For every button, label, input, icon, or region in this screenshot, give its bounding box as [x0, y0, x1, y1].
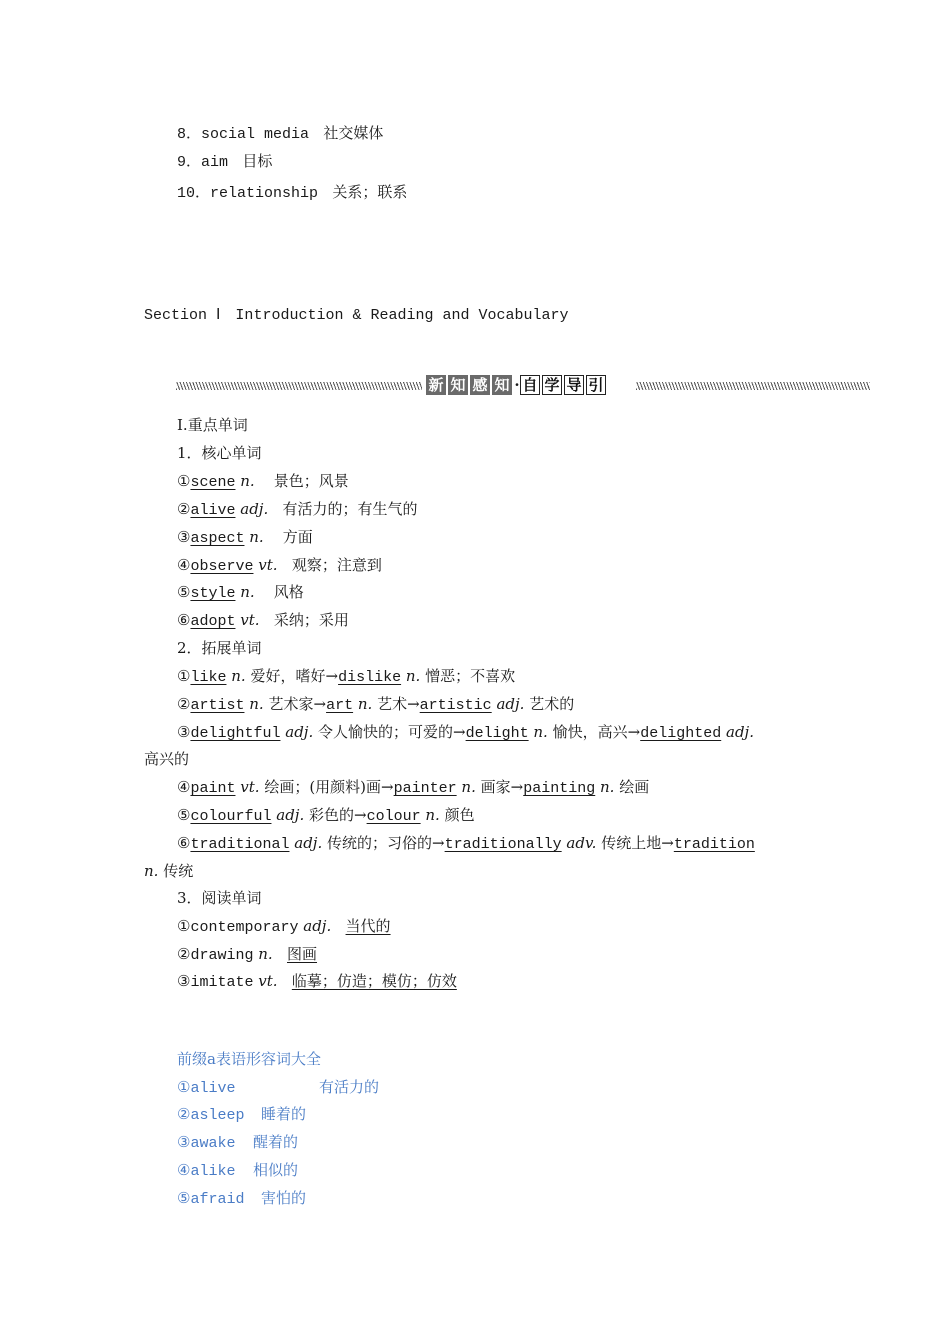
- word-meaning: 图画: [287, 945, 318, 963]
- part-of-speech: adj.: [726, 723, 754, 741]
- item-number: ④: [177, 778, 191, 796]
- vocab-word: artist: [190, 697, 245, 714]
- word-meaning: 方面: [282, 528, 313, 546]
- part-of-speech: n.: [249, 528, 264, 546]
- derivation-line: [177, 722, 754, 744]
- part-of-speech: n.: [249, 695, 264, 713]
- vocab-word: imitate: [190, 974, 254, 991]
- arrow-icon: →: [407, 695, 420, 713]
- note-meaning: 害怕的: [261, 1189, 307, 1207]
- banner-char: 引: [586, 375, 606, 395]
- part-of-speech: n.: [144, 862, 159, 880]
- part-of-speech: adj.: [303, 917, 332, 935]
- vocab-item: [177, 944, 317, 966]
- note-word: ④alike: [177, 1163, 236, 1180]
- banner-label: [426, 375, 608, 395]
- vocab-word: painting: [523, 780, 596, 797]
- vocab-item: [177, 471, 349, 493]
- vocab-word: adopt: [190, 613, 236, 630]
- arrow-icon: →: [432, 834, 445, 852]
- arrow-icon: →: [453, 723, 466, 741]
- part-of-speech: adj.: [276, 806, 305, 824]
- vocab-word: scene: [190, 474, 236, 491]
- part-of-speech: vt.: [240, 778, 260, 796]
- extended-words-title: 2．拓展单词: [177, 639, 262, 657]
- vocab-word: delighted: [640, 725, 722, 742]
- note-item: [177, 1077, 379, 1099]
- word-meaning: 艺术: [377, 695, 408, 713]
- arrow-icon: →: [354, 806, 367, 824]
- vocab-word: tradition: [673, 836, 755, 853]
- banner-char: 知: [448, 375, 468, 395]
- reading-words-title: 3．阅读单词: [177, 889, 262, 907]
- derivation-line: [177, 666, 515, 688]
- vocab-item: [177, 555, 382, 577]
- list-meaning: 关系；联系: [332, 183, 408, 201]
- note-item: [177, 1188, 306, 1210]
- item-number: ①: [177, 917, 191, 935]
- part-of-speech: vt.: [258, 972, 278, 990]
- list-meaning: 社交媒体: [323, 124, 384, 142]
- vocab-item: [177, 610, 349, 632]
- word-meaning: 高兴的: [144, 750, 190, 768]
- part-of-speech: n.: [405, 667, 421, 685]
- word-meaning: 传统: [163, 862, 194, 880]
- list-item: [177, 182, 407, 204]
- part-of-speech: adj.: [240, 500, 269, 518]
- part-of-speech: n.: [231, 667, 246, 685]
- list-term: 8．social media: [177, 126, 310, 143]
- vocab-word: traditionally: [444, 836, 562, 853]
- core-words-title: 1．核心单词: [177, 444, 262, 462]
- vocab-word: observe: [190, 558, 254, 575]
- word-meaning: 绘画: [619, 778, 650, 796]
- derivation-line-continued: [144, 749, 189, 769]
- vocab-word: dislike: [338, 669, 402, 686]
- vocab-word: contemporary: [190, 919, 299, 936]
- note-title: 前缀a表语形容词大全: [177, 1050, 321, 1068]
- derivation-line: [177, 694, 574, 716]
- item-number: ⑤: [177, 583, 191, 601]
- item-number: ⑥: [177, 611, 191, 629]
- list-term: 10．relationship: [177, 185, 319, 202]
- note-meaning: 有活力的: [319, 1078, 380, 1096]
- banner-char: 知: [492, 375, 512, 395]
- note-word: ③awake: [177, 1135, 236, 1152]
- word-meaning: 憎恶；不喜欢: [425, 667, 516, 685]
- vocab-item: [177, 971, 457, 993]
- part-of-speech: vt.: [258, 556, 278, 574]
- vocab-word: art: [326, 697, 354, 714]
- banner-char: 自: [520, 375, 540, 395]
- part-of-speech: n.: [461, 778, 476, 796]
- part-of-speech: n.: [357, 695, 373, 713]
- word-meaning: 绘画；(用颜料)画: [264, 778, 382, 796]
- word-meaning: 当代的: [345, 917, 391, 935]
- item-number: ①: [177, 472, 191, 490]
- item-number: ⑥: [177, 834, 191, 852]
- arrow-icon: →: [381, 778, 394, 796]
- note-word: ①alive: [177, 1080, 236, 1097]
- item-number: ①: [177, 667, 191, 685]
- banner-hatch-right: [636, 382, 870, 390]
- word-meaning: 艺术的: [529, 695, 575, 713]
- vocab-item: [177, 916, 391, 938]
- vocab-item: [177, 582, 304, 604]
- part-of-speech: n.: [240, 472, 255, 490]
- list-item: [177, 123, 383, 145]
- vocab-word: colourful: [190, 808, 272, 825]
- item-number: ③: [177, 972, 191, 990]
- part-of-speech: n.: [533, 723, 548, 741]
- item-number: ⑤: [177, 806, 191, 824]
- word-meaning: 景色；风景: [273, 472, 349, 490]
- list-term: 9．aim: [177, 154, 229, 171]
- arrow-icon: →: [627, 723, 641, 741]
- arrow-icon: →: [661, 834, 674, 852]
- word-meaning: 临摹；仿造；模仿；仿效: [291, 972, 457, 990]
- part-of-speech: adj.: [496, 695, 525, 713]
- word-meaning: 观察；注意到: [291, 556, 382, 574]
- note-item: [177, 1132, 298, 1154]
- vocab-word: aspect: [190, 530, 245, 547]
- banner-char: 学: [542, 375, 562, 395]
- vocab-word: colour: [366, 808, 421, 825]
- item-number: ④: [177, 556, 191, 574]
- derivation-line: [177, 777, 649, 799]
- list-item: [177, 151, 272, 173]
- item-number: ②: [177, 500, 191, 518]
- word-meaning: 颜色: [444, 806, 475, 824]
- word-meaning: 传统上地: [601, 834, 662, 852]
- arrow-icon: →: [313, 695, 327, 713]
- banner-char: 感: [470, 375, 490, 395]
- banner-hatch-left: [176, 382, 422, 390]
- part-of-speech: adj.: [294, 834, 323, 852]
- part-of-speech: n.: [425, 806, 440, 824]
- word-meaning: 令人愉快的；可爱的: [318, 723, 454, 741]
- part-of-speech: adv.: [566, 834, 597, 852]
- part-of-speech: n.: [240, 583, 255, 601]
- item-number: ③: [177, 723, 191, 741]
- part-of-speech: n.: [258, 945, 273, 963]
- part-of-speech: n.: [600, 778, 615, 796]
- vocab-word: traditional: [190, 836, 290, 853]
- vocab-word: delightful: [190, 725, 281, 742]
- banner-char: 新: [426, 375, 446, 395]
- derivation-line-continued: [144, 861, 193, 881]
- vocab-word: drawing: [190, 947, 254, 964]
- vocab-word: alive: [190, 502, 236, 519]
- note-word: ⑤afraid: [177, 1191, 245, 1208]
- vocab-item: [177, 527, 313, 549]
- note-item: [177, 1160, 298, 1182]
- word-meaning: 彩色的: [309, 806, 355, 824]
- note-meaning: 醒着的: [253, 1133, 299, 1151]
- word-meaning: 有活力的；有生气的: [282, 500, 418, 518]
- word-meaning: 画家: [480, 778, 511, 796]
- word-meaning: 传统的；习俗的: [327, 834, 433, 852]
- derivation-line: [177, 833, 755, 855]
- word-meaning: 风格: [273, 583, 304, 601]
- vocab-word: like: [190, 669, 227, 686]
- note-word: ②asleep: [177, 1107, 245, 1124]
- word-meaning: 愉快，高兴: [552, 723, 628, 741]
- vocab-word: painter: [393, 780, 457, 797]
- item-number: ③: [177, 528, 191, 546]
- part-of-speech: vt.: [240, 611, 260, 629]
- arrow-icon: →: [325, 667, 339, 685]
- banner-separator: ·: [514, 376, 520, 394]
- note-meaning: 相似的: [253, 1161, 299, 1179]
- vocab-word: style: [190, 585, 236, 602]
- vocab-word: paint: [190, 780, 236, 797]
- word-meaning: 爱好，嗜好: [250, 667, 326, 685]
- word-meaning: 采纳；采用: [273, 611, 349, 629]
- vocab-item: [177, 499, 418, 521]
- part-of-speech: adj.: [285, 723, 314, 741]
- arrow-icon: →: [510, 778, 524, 796]
- note-meaning: 睡着的: [261, 1105, 307, 1123]
- list-meaning: 目标: [242, 152, 273, 170]
- derivation-line: [177, 805, 475, 827]
- item-number: ②: [177, 945, 191, 963]
- vocab-word: artistic: [419, 697, 492, 714]
- word-meaning: 艺术家: [268, 695, 314, 713]
- note-item: [177, 1104, 306, 1126]
- vocab-heading: Ⅰ.重点单词: [177, 416, 248, 434]
- banner-char: 导: [564, 375, 584, 395]
- section-banner: [176, 373, 870, 399]
- section-title: Section Ⅰ Introduction & Reading and Vocabulary: [144, 307, 569, 324]
- item-number: ②: [177, 695, 191, 713]
- vocab-word: delight: [465, 725, 529, 742]
